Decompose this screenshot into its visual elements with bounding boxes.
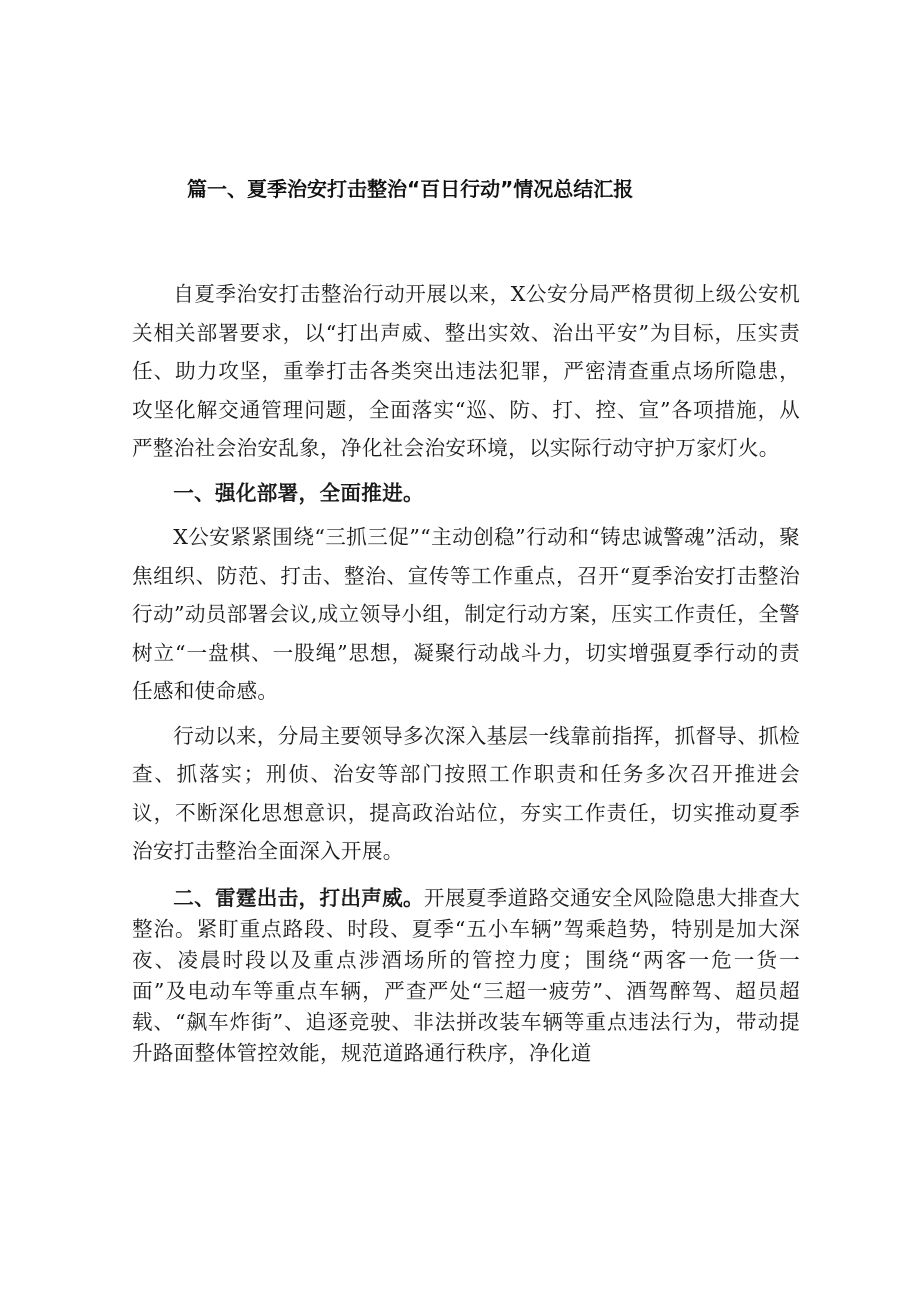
section-2-heading: 二、雷霆出击，打出声威。 — [173, 885, 424, 910]
section-1-heading: 一、强化部署，全面推进。 — [173, 480, 424, 505]
section-2-paragraph — [132, 883, 800, 1069]
document-body — [132, 275, 800, 1069]
document-title: 篇一、夏季治安打击整治“百日行动”情况总结汇报 — [187, 177, 634, 201]
section-1-paragraph-2: 行动以来，分局主要领导多次深入基层一线靠前指挥，抓督导、抓检查、抓落实；刑侦、治安等部门按照工作职责和任务多次召开推进会议，不断深化思想意识，提高政治站位，夯实工作责任，切实推动夏季治安打击整治全面深入开展。 — [132, 723, 800, 863]
section-2-body: 开展夏季道路交通安全风险隐患大排查大整治。紧盯重点路段、时段、夏季“五小车辆”驾乘趋势，特别是加大深夜、凌晨时段以及重点涉酒场所的管控力度；围绕“两客一危一货一面”及电动车等重点车辆，严查严处“三超一疲劳”、酒驾醉驾、超员超载、“飙车炸街”、追逐竞驶、非法拼改装车辆等重点违法行为，带动提升路面整体管控效能，规范道路通行秩序，净化道 — [132, 885, 801, 1065]
section-1-paragraph-1: X公安紧紧围绕“三抓三促”“主动创稳”行动和“铸忠诚警魂”活动，聚焦组织、防范、打击、整治、宣传等工作重点，召开“夏季治安打击整治行动”动员部署会议,成立领导小组，制定行动方案，压实工作责任，全警树立“一盘棋、一股绳”思想，凝聚行动战斗力，切实增强夏季行动的责任感和使命感。 — [132, 525, 800, 703]
intro-paragraph: 自夏季治安打击整治行动开展以来，X公安分局严格贯彻上级公安机关相关部署要求，以“打出声威、整出实效、治出平安”为目标，压实责任、助力攻坚，重拳打击各类突出违法犯罪，严密清查重点场所隐患，攻坚化解交通管理问题，全面落实“巡、防、打、控、宣”各项措施，从严整治社会治安乱象，净化社会治安环境，以实际行动守护万家灯火。 — [132, 282, 800, 460]
